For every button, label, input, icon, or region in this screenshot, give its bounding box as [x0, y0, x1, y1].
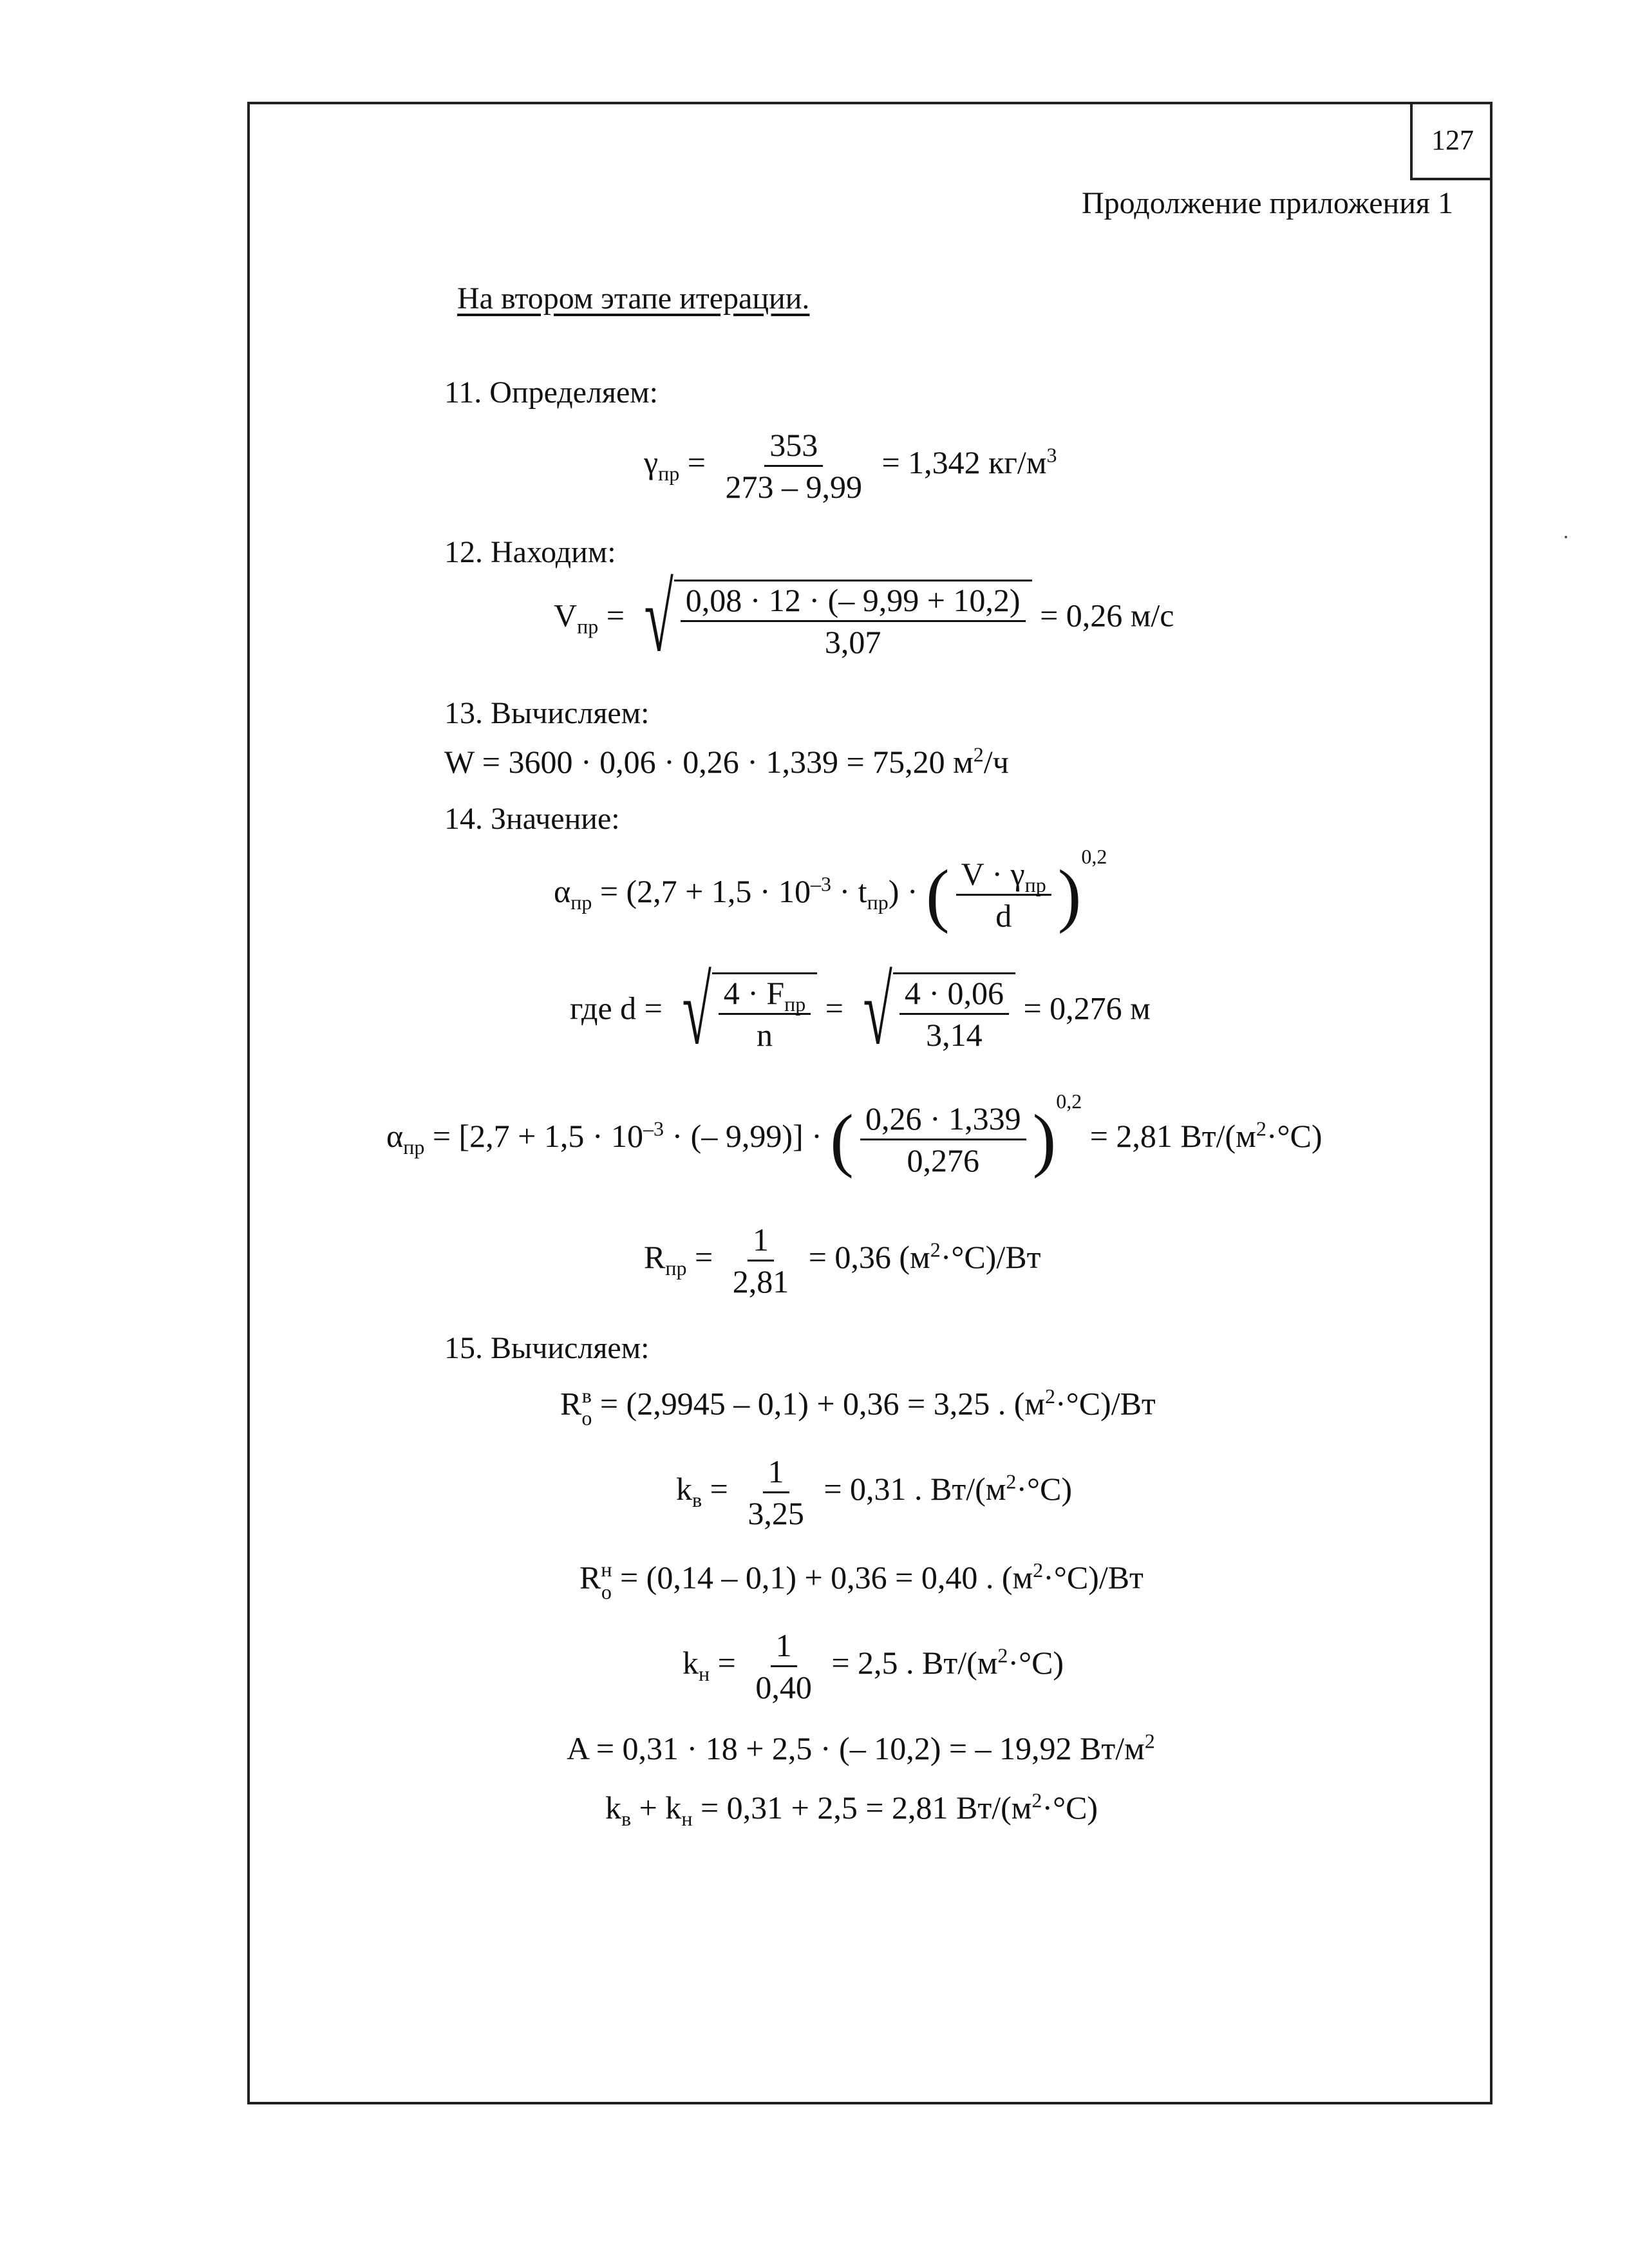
step-13-formula: W = 3600 · 0,06 · 0,26 · 1,339 = 75,20 $м^2/ч$	[444, 742, 1009, 780]
scan-speck	[1565, 536, 1567, 538]
step-15-label: 15. Вычисляем:	[444, 1331, 650, 1365]
section-title: На втором этапе итерации.	[457, 281, 810, 316]
r-outer-formula: R н о = (0,14 – 0,1) + 0,36 = 0,40 . $(м^2\cdot^\circ С)/Вт$	[579, 1558, 1144, 1604]
header-text: Продолжение приложения 1	[1082, 186, 1453, 220]
a-formula: A = 0,31 · 18 + 2,5 · (– 10,2) = – 19,92 $Вт/м^2$	[567, 1729, 1155, 1766]
alpha-calc: $\alpha_{пр} = [2,7 + 1,5 \cdot 10^{-3}$ · (– 9,99)] · ( $\frac{0,26 \cdot 1,339}{0,276}$ )$^{0,2}$ = 2,81 $Вт/(м^2\cdot^\circ С)$	[386, 1090, 1323, 1179]
page-number: 127	[1410, 102, 1492, 180]
step-13-label: 13. Вычисляем:	[444, 696, 650, 730]
diameter-formula: где d = √ $\frac{4 \cdot F_{пр}}{n}$ = √ $\frac{4 \cdot 0,06}{3,14}$ = 0,276 м	[570, 958, 1151, 1064]
resistance-calc: $R_{пр}$ = $\frac{1}{2,81}$ = 0,36 $(м^2\cdot^\circ С)/Вт$	[644, 1222, 1041, 1299]
step-12-label: 12. Находим:	[444, 535, 616, 569]
k-sum-formula: $k_в + k_н = 0,31 + 2,5 = 2,81$ $Вт/(м^2\cdot^\circ С)$	[605, 1788, 1098, 1830]
step-11-label: 11. Определяем:	[444, 375, 659, 410]
k-outer-formula: $k_н$ = $\frac{1}{0,40}$ = 2,5 . $Вт/(м^2\cdot^\circ С)$	[683, 1627, 1064, 1705]
r-inner-formula: R в о = (2,9945 – 0,1) + 0,36 = 3,25 . $(м^2\cdot^\circ С)/Вт$	[560, 1384, 1156, 1430]
step-14-label: 14. Значение:	[444, 802, 620, 836]
k-inner-formula: $k_в$ = $\frac{1}{3,25}$ = 0,31 . $Вт/(м^2\cdot^\circ С)$	[676, 1453, 1073, 1531]
step-12-formula: $V_{пр}$ = √ $\frac{0,08 \cdot 12 \cdot (- 9,99 + 10,2)}{3,07}$ = 0,26 м/с	[554, 565, 1174, 672]
step-11-formula: $\gamma_{пр}$ = $\frac{353}{273 - 9,99}$ = 1,342 $кг/м^3$	[644, 427, 1057, 505]
step-14-formula: $\alpha_{пр} = (2,7 + 1,5 \cdot 10^{-3} \cdot t_{пр})$ · ( $\frac{V \cdot \gamma_{пр}}{d}$ )$^{0,2}$	[554, 845, 1107, 934]
